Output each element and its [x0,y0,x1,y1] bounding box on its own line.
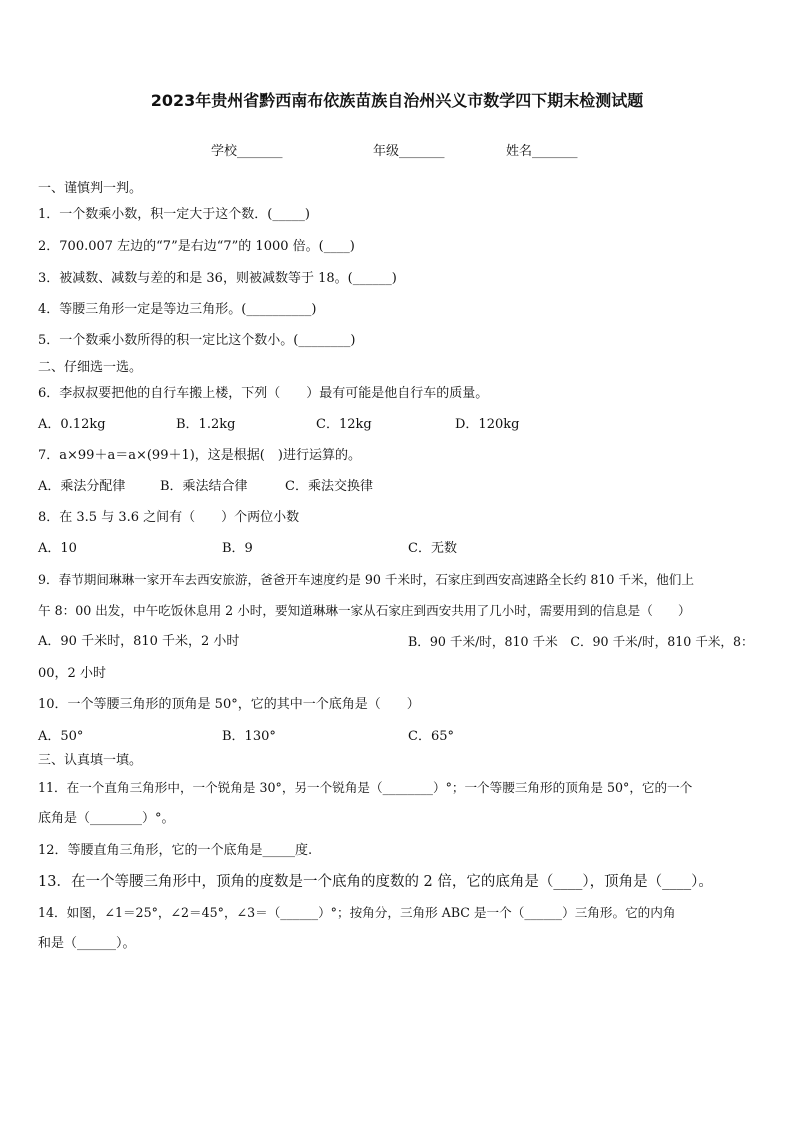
question-14-line-1: 14．如图，∠1＝25°，∠2＝45°，∠3＝（______）°；按角分，三角形 ABC 是一个（______）三角形。它的内角 [38,905,676,920]
q9-option-b-c: B．90 千米/时，810 千米 C．90 千米/时，810 千米，8： [408,634,754,649]
question-2: 2．700.007 左边的“7”是右边“7”的 1000 倍。(____) [38,239,355,254]
question-10: 10．一个等腰三角形的顶角是 50°，它的其中一个底角是（ ） [38,697,420,712]
page-title: 2023年贵州省黔西南布依族苗族自治州兴义市数学四下期末检测试题 [150,91,644,110]
question-13: 13．在一个等腰三角形中，顶角的度数是一个底角的度数的 2 倍，它的底角是（____），顶角是（____）。 [38,874,713,890]
q10-option-b: B．130° [222,729,276,744]
q9-option-a: A．90 千米时，810 千米，2 小时 [38,634,240,649]
grade-field[interactable]: 年级_______ [373,144,445,159]
question-12: 12．等腰直角三角形，它的一个底角是_____度. [38,843,313,858]
section-heading-judge: 一、谨慎判一判。 [38,181,143,196]
q8-option-b: B．9 [222,541,253,556]
section-heading-fill: 三、认真填一填。 [38,753,143,768]
question-4: 4．等腰三角形一定是等边三角形。(__________) [38,302,317,317]
q9-option-c-continued: 00，2 小时 [38,666,106,681]
question-14-line-2: 和是（______）。 [38,936,136,951]
q6-option-d: D．120kg [455,417,520,432]
question-8: 8．在 3.5 与 3.6 之间有（ ）个两位小数 [38,510,300,525]
school-field[interactable]: 学校_______ [211,144,283,159]
question-9-line-2: 午 8：00 出发，中午吃饭休息用 2 小时，要知道琳琳一家从石家庄到西安共用了几小时，需要用到的信息是（ ） [38,603,691,618]
q6-option-c: C．12kg [316,417,372,432]
question-1: 1．一个数乘小数，积一定大于这个数．(_____) [38,207,310,222]
q6-option-a: A．0.12kg [38,417,106,432]
question-3: 3．被减数、减数与差的和是 36，则被减数等于 18。(______) [38,271,397,286]
q10-option-c: C．65° [408,729,454,744]
question-9-line-1: 9．春节期间琳琳一家开车去西安旅游，爸爸开车速度约是 90 千米时，石家庄到西安高速路全长约 810 千米，他们上 [38,572,694,587]
question-11-line-1: 11．在一个直角三角形中，一个锐角是 30°，另一个锐角是（________）°；一个等腰三角形的顶角是 50°，它的一个 [38,780,693,795]
q7-option-b: B．乘法结合律 [160,479,248,494]
q7-option-c: C．乘法交换律 [285,479,373,494]
question-5: 5．一个数乘小数所得的积一定比这个数小。(________) [38,333,356,348]
name-field[interactable]: 姓名_______ [506,144,578,159]
question-11-line-2: 底角是（________）°。 [38,811,175,826]
q10-option-a: A．50° [38,729,84,744]
q8-option-a: A．10 [38,541,77,556]
q7-option-a: A．乘法分配律 [38,479,126,494]
question-6: 6．李叔叔要把他的自行车搬上楼，下列（ ）最有可能是他自行车的质量。 [38,386,489,401]
q6-option-b: B．1.2kg [176,417,236,432]
question-7: 7．a×99＋a＝a×(99＋1)，这是根据( )进行运算的。 [38,448,361,463]
q8-option-c: C．无数 [408,541,457,556]
section-heading-choose: 二、仔细选一选。 [38,360,143,375]
